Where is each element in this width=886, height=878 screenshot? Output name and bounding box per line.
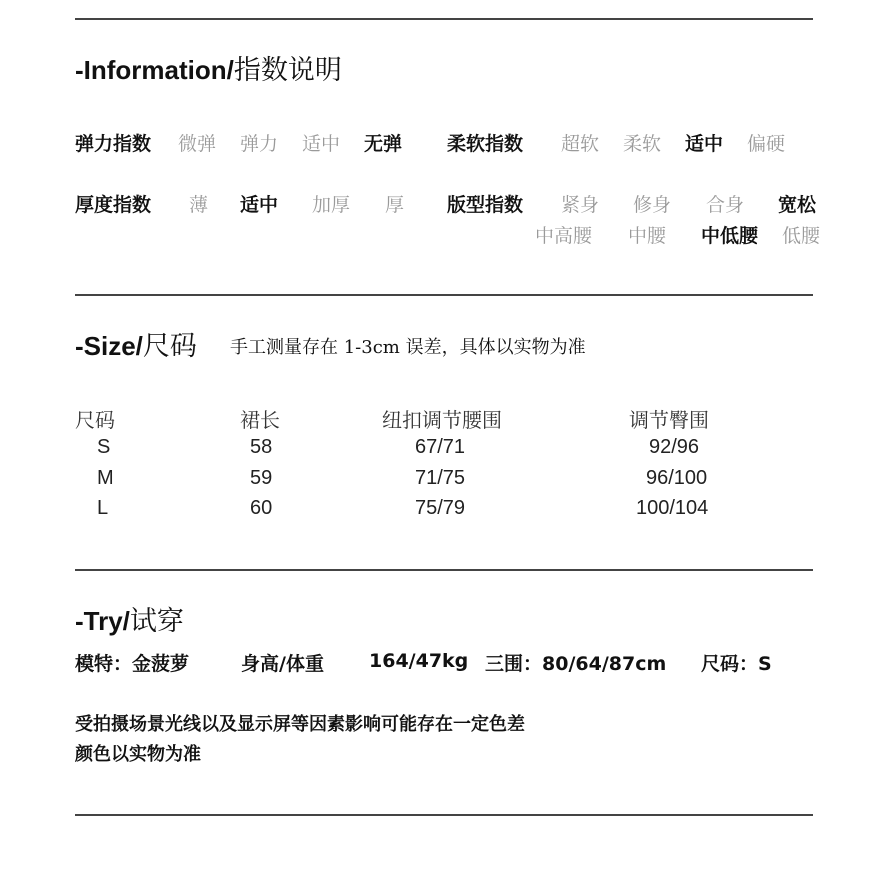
size-row-l-waist: 75/79: [415, 497, 466, 519]
color-disclaimer-line1: 受拍摄场景光线以及显示屏等因素影响可能存在一定色差: [75, 714, 525, 735]
softness-option-super-soft: 超软: [561, 133, 600, 155]
size-table-header-waist: 纽扣调节腰围: [382, 408, 502, 432]
elasticity-option-elastic: 弹力: [240, 133, 279, 155]
size-row-m-length: 59: [250, 467, 273, 489]
size-table-header-hip: 调节臀围: [629, 408, 709, 432]
size-title-cn: 尺码: [142, 331, 197, 362]
fit-option-tight: 紧身: [561, 194, 600, 216]
size-row-l-hip: 100/104: [636, 497, 709, 519]
waist-option-mid: 中腰: [628, 225, 667, 247]
size-title-prefix: -Size/: [75, 331, 143, 361]
elasticity-label: 弹力指数: [75, 133, 152, 155]
try-title: [75, 599, 184, 638]
try-measurements: 三围：80/64/87cm: [485, 653, 667, 675]
thickness-option-thicker: 加厚: [312, 194, 351, 216]
divider-bottom: [75, 814, 813, 816]
color-disclaimer-line2: 颜色以实物为准: [75, 744, 201, 765]
elasticity-option-micro: 微弹: [178, 133, 217, 155]
size-table-header-length: 裙长: [240, 408, 280, 432]
fit-label: 版型指数: [447, 194, 524, 216]
size-measurement-note: 手工测量存在 1-3cm 误差，具体以实物为准: [230, 337, 586, 358]
softness-option-hard: 偏硬: [747, 133, 786, 155]
thickness-option-thick: 厚: [385, 194, 405, 216]
information-title-prefix: -Information/: [75, 55, 234, 85]
try-title-cn: 试穿: [129, 606, 184, 637]
waist-option-mid-high: 中高腰: [535, 225, 593, 247]
size-row-s-length: 58: [250, 436, 273, 458]
information-title: [75, 48, 342, 87]
divider-size-try: [75, 569, 813, 571]
fit-option-slim: 修身: [633, 194, 672, 216]
divider-top: [75, 18, 813, 20]
try-title-prefix: -Try/: [75, 606, 130, 636]
size-row-m-waist: 71/75: [415, 467, 466, 489]
information-title-cn: 指数说明: [233, 55, 342, 86]
softness-option-moderate-selected: 适中: [685, 133, 724, 155]
waist-option-mid-low-selected: 中低腰: [701, 225, 759, 247]
size-table-header-size: 尺码: [75, 408, 115, 432]
size-row-s-hip: 92/96: [649, 436, 700, 458]
size-row-s-waist: 67/71: [415, 436, 466, 458]
size-row-l-length: 60: [250, 497, 273, 519]
elasticity-option-moderate: 适中: [302, 133, 341, 155]
elasticity-option-none-selected: 无弹: [364, 133, 403, 155]
size-row-l-size: L: [97, 497, 109, 519]
divider-info-size: [75, 294, 813, 296]
try-size: 尺码：S: [701, 653, 772, 675]
thickness-option-thin: 薄: [189, 194, 209, 216]
try-model-name: 模特：金菠萝: [75, 653, 190, 675]
try-height-weight-label: 身高/体重: [241, 653, 324, 675]
fit-option-loose-selected: 宽松: [778, 194, 817, 216]
softness-option-soft: 柔软: [623, 133, 662, 155]
thickness-label: 厚度指数: [75, 194, 152, 216]
size-title: [75, 324, 197, 363]
thickness-option-moderate-selected: 适中: [240, 194, 279, 216]
size-row-m-hip: 96/100: [646, 467, 708, 489]
waist-option-low: 低腰: [782, 225, 821, 247]
size-row-m-size: M: [97, 467, 114, 489]
softness-label: 柔软指数: [447, 133, 524, 155]
try-height-weight-value: 164/47kg: [369, 650, 469, 672]
fit-option-regular: 合身: [706, 194, 745, 216]
size-row-s-size: S: [97, 436, 111, 458]
